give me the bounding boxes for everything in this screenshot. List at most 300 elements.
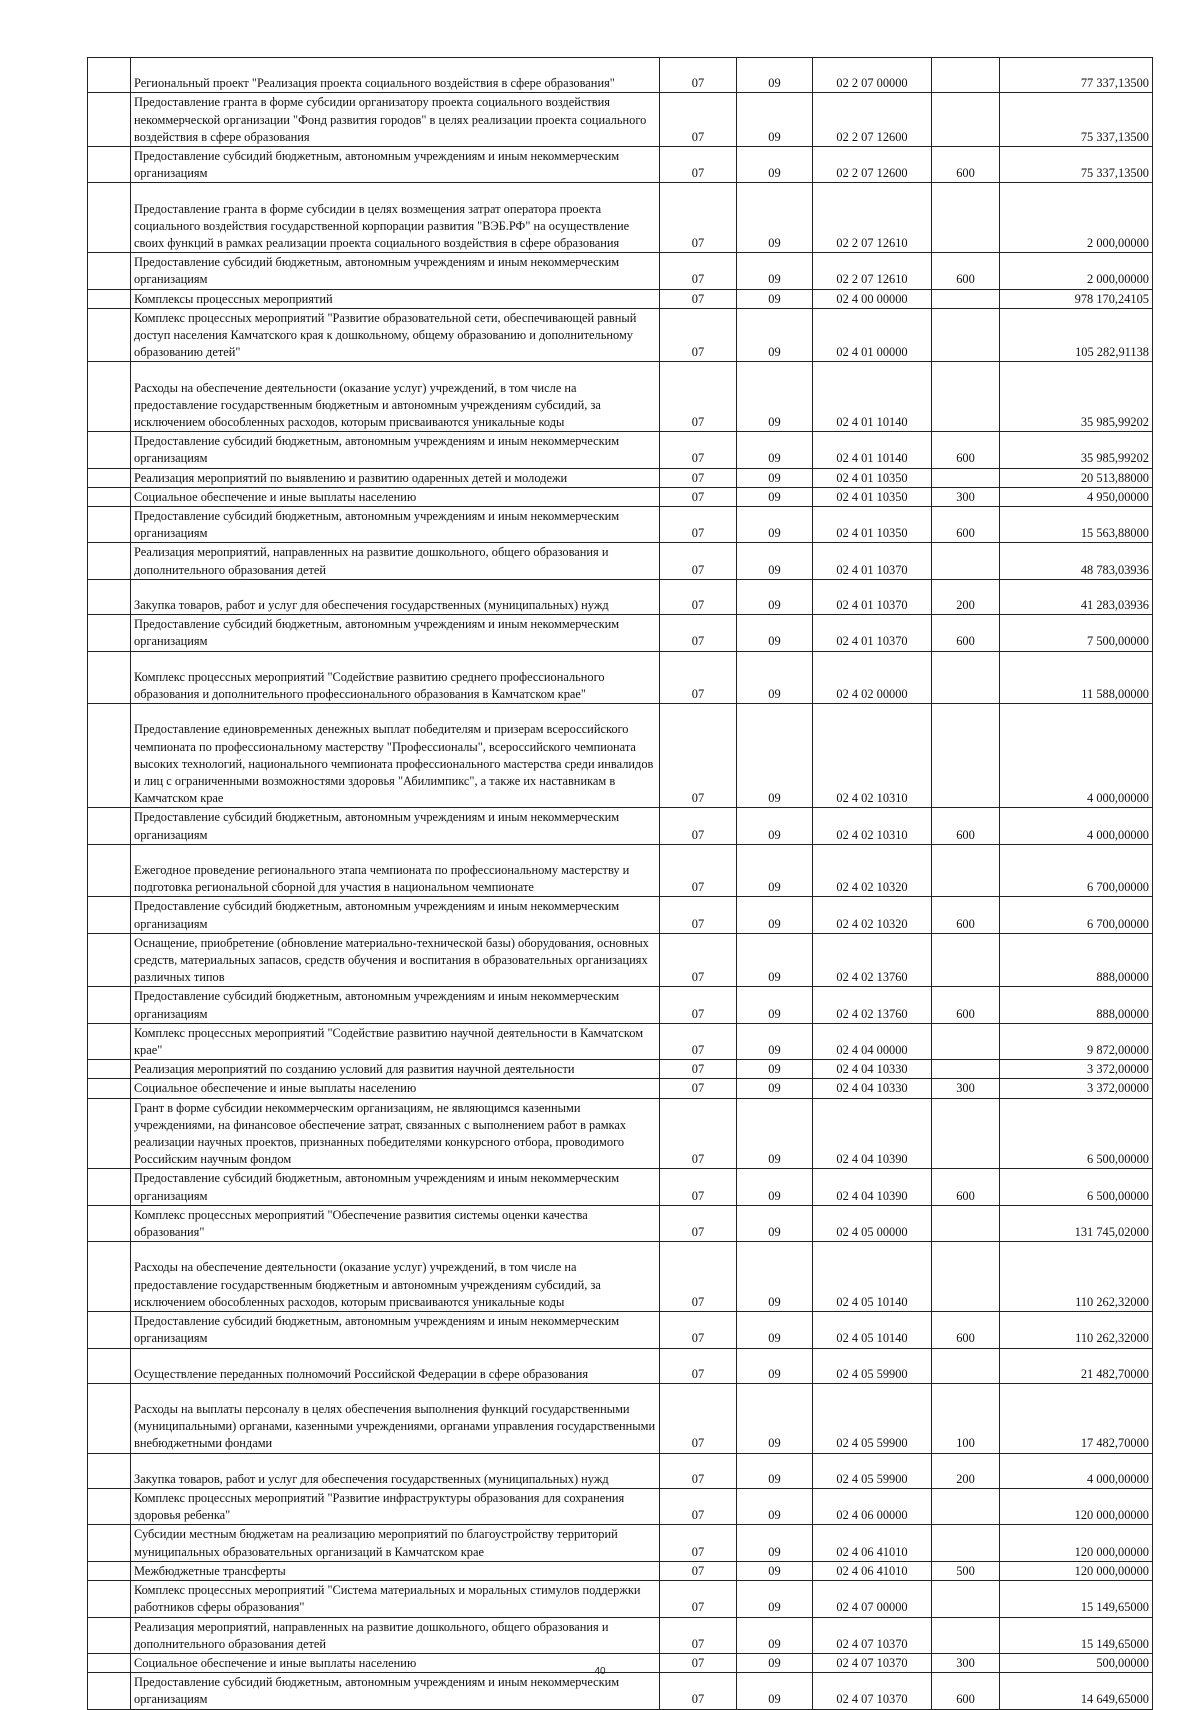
section-code-cell: 07 <box>660 507 737 543</box>
amount-cell: 888,00000 <box>1000 933 1153 987</box>
expense-name-text: Расходы на обеспечение деятельности (оказание услуг) учреждений, в том числе на предоставление государственным бюджетным и автономным учреждениям субсидий, за исключением обособленных расходов, которым присваиваются уникальные коды <box>134 1260 601 1309</box>
amount-cell: 978 170,24105 <box>1000 289 1153 308</box>
subsection-code-cell: 09 <box>737 808 813 844</box>
subsection-code-cell: 09 <box>737 468 813 487</box>
subsection-code-cell: 09 <box>737 615 813 651</box>
expense-name-cell <box>131 362 660 432</box>
amount-cell: 120 000,00000 <box>1000 1489 1153 1525</box>
amount-cell: 35 985,99202 <box>1000 432 1153 468</box>
section-code-cell: 07 <box>660 987 737 1023</box>
target-article-code-cell: 02 4 01 10350 <box>813 507 932 543</box>
section-code-cell: 07 <box>660 1169 737 1205</box>
target-article-code-cell: 02 4 04 10390 <box>813 1098 932 1169</box>
target-article-code-cell: 02 4 01 10140 <box>813 432 932 468</box>
expense-name-cell <box>131 1205 660 1241</box>
expense-name-text: Ежегодное проведение регионального этапа чемпионата по профессиональному мастерству и подготовка региональной сборной для участия в национальном чемпионате <box>134 863 630 895</box>
subsection-code-cell: 09 <box>737 1060 813 1079</box>
expense-name-text: Предоставление субсидий бюджетным, автономным учреждениям и иным некоммерческим организациям <box>134 899 620 931</box>
expense-name-text: Предоставление субсидий бюджетным, автономным учреждениям и иным некоммерческим организациям <box>134 1171 620 1203</box>
expense-name-text: Социальное обеспечение и иные выплаты населению <box>134 489 417 504</box>
target-article-code-cell: 02 4 07 10370 <box>813 1617 932 1653</box>
expense-type-code-cell: 600 <box>932 987 1000 1023</box>
expense-name-text: Расходы на обеспечение деятельности (оказание услуг) учреждений, в том числе на предоставление государственным бюджетным и автономным учреждениям субсидий, за исключением обособленных расходов, которым присваиваются уникальные коды <box>134 380 601 430</box>
margin-cell <box>88 1169 131 1205</box>
expense-type-code-cell: 600 <box>932 897 1000 933</box>
table-row <box>88 58 1153 93</box>
amount-cell: 3 372,00000 <box>1000 1060 1153 1079</box>
section-code-cell: 07 <box>660 933 737 987</box>
section-code-cell: 07 <box>660 289 737 308</box>
expense-name-cell <box>131 1561 660 1580</box>
margin-cell <box>88 897 131 933</box>
expense-type-code-cell: 600 <box>932 1673 1000 1709</box>
expense-name-text: Реализация мероприятий по выявлению и развитию одаренных детей и молодежи <box>134 470 568 485</box>
expense-type-code-cell <box>932 1060 1000 1079</box>
expense-name-text: Оснащение, приобретение (обновление материально-технической базы) оборудования, основных средств, материальных запасов, средств обучения и воспитания в образовательных организациях различных типов <box>134 935 649 985</box>
expense-name-cell <box>131 615 660 651</box>
amount-cell: 4 000,00000 <box>1000 1453 1153 1488</box>
expense-name-cell <box>131 253 660 289</box>
subsection-code-cell: 09 <box>737 897 813 933</box>
margin-cell <box>88 1489 131 1525</box>
section-code-cell: 07 <box>660 253 737 289</box>
subsection-code-cell: 09 <box>737 1312 813 1348</box>
expense-type-code-cell <box>932 1242 1000 1312</box>
subsection-code-cell: 09 <box>737 183 813 253</box>
expense-name-cell <box>131 579 660 614</box>
expense-name-text: Региональный проект "Реализация проекта социального воздействия в сфере образования" <box>134 76 615 91</box>
table-row <box>88 1060 1153 1079</box>
margin-cell <box>88 289 131 308</box>
target-article-code-cell: 02 4 07 10370 <box>813 1673 932 1709</box>
expense-type-code-cell <box>932 651 1000 704</box>
expense-type-code-cell <box>932 93 1000 147</box>
expense-type-code-cell: 200 <box>932 1453 1000 1488</box>
amount-cell: 15 149,65000 <box>1000 1617 1153 1653</box>
section-code-cell: 07 <box>660 468 737 487</box>
subsection-code-cell: 09 <box>737 1581 813 1617</box>
expense-name-text: Комплекс процессных мероприятий "Система материальных и моральных стимулов поддержки работников сферы образования" <box>134 1583 641 1615</box>
subsection-code-cell: 09 <box>737 432 813 468</box>
target-article-code-cell: 02 4 05 59900 <box>813 1383 932 1453</box>
margin-cell <box>88 1079 131 1098</box>
target-article-code-cell: 02 4 02 00000 <box>813 651 932 704</box>
subsection-code-cell: 09 <box>737 147 813 183</box>
subsection-code-cell: 09 <box>737 1617 813 1653</box>
expense-type-code-cell <box>932 1581 1000 1617</box>
table-row <box>88 1312 1153 1348</box>
expense-name-cell <box>131 704 660 808</box>
expense-type-code-cell <box>932 1617 1000 1653</box>
target-article-code-cell: 02 4 02 10310 <box>813 808 932 844</box>
target-article-code-cell: 02 4 02 13760 <box>813 933 932 987</box>
target-article-code-cell: 02 4 05 00000 <box>813 1205 932 1241</box>
amount-cell: 4 950,00000 <box>1000 487 1153 506</box>
expense-type-code-cell <box>932 543 1000 579</box>
target-article-code-cell: 02 4 04 00000 <box>813 1023 932 1059</box>
subsection-code-cell: 09 <box>737 1023 813 1059</box>
expense-name-text: Предоставление субсидий бюджетным, автономным учреждениям и иным некоммерческим организациям <box>134 1314 620 1346</box>
table-row <box>88 933 1153 987</box>
margin-cell <box>88 1023 131 1059</box>
margin-cell <box>88 1348 131 1383</box>
subsection-code-cell: 09 <box>737 1348 813 1383</box>
table-row <box>88 1525 1153 1561</box>
expense-name-text: Предоставление субсидий бюджетным, автономным учреждениям и иным некоммерческим организациям <box>134 434 620 466</box>
target-article-code-cell: 02 4 04 10330 <box>813 1060 932 1079</box>
expense-name-cell <box>131 468 660 487</box>
subsection-code-cell: 09 <box>737 1525 813 1561</box>
subsection-code-cell: 09 <box>737 289 813 308</box>
expense-name-cell <box>131 93 660 147</box>
target-article-code-cell: 02 4 02 10320 <box>813 844 932 897</box>
margin-cell <box>88 1205 131 1241</box>
table-row <box>88 1242 1153 1312</box>
expense-name-text: Комплекс процессных мероприятий "Содействие развитию среднего профессионального образования и дополнительного профессионального образования в Камчатском крае" <box>134 669 605 702</box>
margin-cell <box>88 704 131 808</box>
margin-cell <box>88 808 131 844</box>
subsection-code-cell: 09 <box>737 253 813 289</box>
expense-name-text: Закупка товаров, работ и услуг для обеспечения государственных (муниципальных) нужд <box>134 598 609 613</box>
section-code-cell: 07 <box>660 58 737 93</box>
expense-name-text: Социальное обеспечение и иные выплаты населению <box>134 1655 417 1670</box>
subsection-code-cell: 09 <box>737 1453 813 1488</box>
section-code-cell: 07 <box>660 432 737 468</box>
expense-name-text: Грант в форме субсидии некоммерческим организациям, не являющимся казенными учреждениями, на финансовое обеспечение затрат, связанных с выполнением работ в рамках реализации научных проектов, признанных победителями конкурсного отбора, проводимого Российским научным фондом <box>134 1100 627 1167</box>
table-row <box>88 1617 1153 1653</box>
expense-name-cell <box>131 487 660 506</box>
target-article-code-cell: 02 4 05 10140 <box>813 1242 932 1312</box>
amount-cell: 120 000,00000 <box>1000 1561 1153 1580</box>
table-row <box>88 1489 1153 1525</box>
target-article-code-cell: 02 4 01 10370 <box>813 543 932 579</box>
expense-name-text: Предоставление гранта в форме субсидии организатору проекта социального воздействия некоммерческой организации "Фонд развития городов" в целях реализации проекта социального воздействия в сфере образования <box>134 95 647 144</box>
amount-cell: 15 149,65000 <box>1000 1581 1153 1617</box>
subsection-code-cell: 09 <box>737 844 813 897</box>
table-row <box>88 579 1153 614</box>
target-article-code-cell: 02 4 00 00000 <box>813 289 932 308</box>
margin-cell <box>88 308 131 362</box>
subsection-code-cell: 09 <box>737 543 813 579</box>
subsection-code-cell: 09 <box>737 1242 813 1312</box>
table-row <box>88 651 1153 704</box>
section-code-cell: 07 <box>660 1581 737 1617</box>
expense-name-cell <box>131 1489 660 1525</box>
subsection-code-cell: 09 <box>737 987 813 1023</box>
margin-cell <box>88 579 131 614</box>
amount-cell: 2 000,00000 <box>1000 183 1153 253</box>
table-row <box>88 1453 1153 1488</box>
subsection-code-cell: 09 <box>737 1205 813 1241</box>
expense-name-text: Межбюджетные трансферты <box>134 1563 286 1578</box>
amount-cell: 105 282,91138 <box>1000 308 1153 362</box>
section-code-cell: 07 <box>660 615 737 651</box>
section-code-cell: 07 <box>660 844 737 897</box>
target-article-code-cell: 02 2 07 12610 <box>813 183 932 253</box>
target-article-code-cell: 02 4 02 13760 <box>813 987 932 1023</box>
amount-cell: 4 000,00000 <box>1000 704 1153 808</box>
section-code-cell: 07 <box>660 1617 737 1653</box>
subsection-code-cell: 09 <box>737 1673 813 1709</box>
expense-type-code-cell: 600 <box>932 253 1000 289</box>
expense-type-code-cell: 600 <box>932 147 1000 183</box>
section-code-cell: 07 <box>660 362 737 432</box>
subsection-code-cell: 09 <box>737 1079 813 1098</box>
expense-name-cell <box>131 1383 660 1453</box>
amount-cell: 9 872,00000 <box>1000 1023 1153 1059</box>
expense-name-text: Предоставление субсидий бюджетным, автономным учреждениям и иным некоммерческим организациям <box>134 255 620 287</box>
margin-cell <box>88 507 131 543</box>
expense-name-cell <box>131 1312 660 1348</box>
section-code-cell: 07 <box>660 704 737 808</box>
subsection-code-cell: 09 <box>737 487 813 506</box>
section-code-cell: 07 <box>660 93 737 147</box>
margin-cell <box>88 1060 131 1079</box>
expense-name-cell <box>131 1617 660 1653</box>
subsection-code-cell: 09 <box>737 362 813 432</box>
expense-name-cell <box>131 58 660 93</box>
expense-name-cell <box>131 897 660 933</box>
expense-name-cell <box>131 1169 660 1205</box>
table-row <box>88 308 1153 362</box>
expense-name-text: Комплекс процессных мероприятий "Развитие инфраструктуры образования для сохранения здоровья ребенка" <box>134 1491 625 1523</box>
section-code-cell: 07 <box>660 147 737 183</box>
section-code-cell: 07 <box>660 897 737 933</box>
amount-cell: 77 337,13500 <box>1000 58 1153 93</box>
target-article-code-cell: 02 4 02 10310 <box>813 704 932 808</box>
expense-type-code-cell: 300 <box>932 1653 1000 1672</box>
expense-name-text: Реализация мероприятий по созданию условий для развития научной деятельности <box>134 1062 575 1077</box>
margin-cell <box>88 1561 131 1580</box>
expense-name-text: Социальное обеспечение и иные выплаты населению <box>134 1081 417 1096</box>
table-row <box>88 362 1153 432</box>
expense-name-cell <box>131 1242 660 1312</box>
expense-name-text: Предоставление субсидий бюджетным, автономным учреждениям и иным некоммерческим организациям <box>134 617 620 649</box>
page-number: 40 <box>594 1666 606 1677</box>
table-row <box>88 289 1153 308</box>
subsection-code-cell: 09 <box>737 704 813 808</box>
expense-name-text: Предоставление субсидий бюджетным, автономным учреждениям и иным некоммерческим организациям <box>134 149 620 181</box>
section-code-cell: 07 <box>660 1453 737 1488</box>
expense-name-text: Комплекс процессных мероприятий "Содействие развитию научной деятельности в Камчатском крае" <box>134 1025 644 1058</box>
table-row <box>88 253 1153 289</box>
table-row <box>88 468 1153 487</box>
margin-cell <box>88 58 131 93</box>
table-row <box>88 897 1153 933</box>
expense-type-code-cell <box>932 704 1000 808</box>
expense-name-cell <box>131 1581 660 1617</box>
expense-name-cell <box>131 1673 660 1709</box>
margin-cell <box>88 1312 131 1348</box>
amount-cell: 888,00000 <box>1000 987 1153 1023</box>
table-row <box>88 1673 1153 1709</box>
section-code-cell: 07 <box>660 487 737 506</box>
margin-cell <box>88 844 131 897</box>
section-code-cell: 07 <box>660 1060 737 1079</box>
expense-type-code-cell: 600 <box>932 432 1000 468</box>
expense-name-text: Предоставление единовременных денежных выплат победителям и призерам всероссийского чемпионата по профессиональному мастерству "Профессионалы", всероссийского чемпионата высоких технологий, национального чемпионата профессионального мастерства среди инвалидов и лиц с ограниченными возможностями здоровья "Абилимпикс", а также их наставникам в Камчатском крае <box>134 722 654 806</box>
expense-name-cell <box>131 289 660 308</box>
expense-type-code-cell <box>932 1023 1000 1059</box>
expense-name-cell <box>131 1079 660 1098</box>
target-article-code-cell: 02 2 07 12610 <box>813 253 932 289</box>
amount-cell: 75 337,13500 <box>1000 93 1153 147</box>
amount-cell: 21 482,70000 <box>1000 1348 1153 1383</box>
expense-name-cell <box>131 933 660 987</box>
section-code-cell: 07 <box>660 1098 737 1169</box>
amount-cell: 20 513,88000 <box>1000 468 1153 487</box>
expense-type-code-cell: 600 <box>932 1312 1000 1348</box>
target-article-code-cell: 02 4 06 41010 <box>813 1561 932 1580</box>
expense-type-code-cell <box>932 1525 1000 1561</box>
margin-cell <box>88 615 131 651</box>
expense-name-text: Реализация мероприятий, направленных на развитие дошкольного, общего образования и дополнительного образования детей <box>134 545 609 577</box>
expense-type-code-cell: 600 <box>932 1169 1000 1205</box>
expense-name-cell <box>131 1023 660 1059</box>
amount-cell: 14 649,65000 <box>1000 1673 1153 1709</box>
expense-type-code-cell <box>932 468 1000 487</box>
expense-name-text: Предоставление гранта в форме субсидии в целях возмещения затрат оператора проекта социального воздействия государственной корпорации развития "ВЭБ.РФ" на осуществление своих функций в рамках реализации проекта социального воздействия в сфере образования <box>134 201 630 250</box>
section-code-cell: 07 <box>660 1489 737 1525</box>
target-article-code-cell: 02 2 07 12600 <box>813 147 932 183</box>
expense-type-code-cell <box>932 289 1000 308</box>
expense-name-cell <box>131 844 660 897</box>
expense-type-code-cell: 300 <box>932 487 1000 506</box>
expense-name-text: Осуществление переданных полномочий Российской Федерации в сфере образования <box>134 1366 589 1381</box>
table-row <box>88 432 1153 468</box>
table-row <box>88 1383 1153 1453</box>
subsection-code-cell: 09 <box>737 58 813 93</box>
section-code-cell: 07 <box>660 1079 737 1098</box>
amount-cell: 110 262,32000 <box>1000 1242 1153 1312</box>
target-article-code-cell: 02 4 06 00000 <box>813 1489 932 1525</box>
expense-name-cell <box>131 507 660 543</box>
amount-cell: 35 985,99202 <box>1000 362 1153 432</box>
amount-cell: 7 500,00000 <box>1000 615 1153 651</box>
target-article-code-cell: 02 2 07 00000 <box>813 58 932 93</box>
amount-cell: 17 482,70000 <box>1000 1383 1153 1453</box>
amount-cell: 500,00000 <box>1000 1653 1153 1672</box>
expense-name-cell <box>131 183 660 253</box>
margin-cell <box>88 432 131 468</box>
expense-type-code-cell <box>932 308 1000 362</box>
target-article-code-cell: 02 4 07 00000 <box>813 1581 932 1617</box>
section-code-cell: 07 <box>660 1525 737 1561</box>
section-code-cell: 07 <box>660 183 737 253</box>
table-row <box>88 183 1153 253</box>
expense-name-text: Расходы на выплаты персоналу в целях обеспечения выполнения функций государственными (муниципальными) органами, казенными учреждениями, органами управления государственными внебюджетными фондами <box>134 1402 656 1451</box>
section-code-cell: 07 <box>660 308 737 362</box>
margin-cell <box>88 183 131 253</box>
target-article-code-cell: 02 4 04 10330 <box>813 1079 932 1098</box>
expense-type-code-cell: 600 <box>932 615 1000 651</box>
section-code-cell: 07 <box>660 1673 737 1709</box>
section-code-cell: 07 <box>660 651 737 704</box>
expense-name-cell <box>131 1453 660 1488</box>
expense-name-cell <box>131 1525 660 1561</box>
margin-cell <box>88 147 131 183</box>
table-row <box>88 704 1153 808</box>
expense-type-code-cell <box>932 1348 1000 1383</box>
target-article-code-cell: 02 4 04 10390 <box>813 1169 932 1205</box>
target-article-code-cell: 02 4 01 10370 <box>813 579 932 614</box>
amount-cell: 75 337,13500 <box>1000 147 1153 183</box>
margin-cell <box>88 543 131 579</box>
table-row <box>88 844 1153 897</box>
amount-cell: 6 500,00000 <box>1000 1169 1153 1205</box>
target-article-code-cell: 02 4 06 41010 <box>813 1525 932 1561</box>
table-row <box>88 93 1153 147</box>
expense-name-text: Реализация мероприятий, направленных на развитие дошкольного, общего образования и дополнительного образования детей <box>134 1619 609 1651</box>
expense-type-code-cell <box>932 844 1000 897</box>
margin-cell <box>88 1383 131 1453</box>
subsection-code-cell: 09 <box>737 308 813 362</box>
expense-name-cell <box>131 987 660 1023</box>
expense-name-text: Комплексы процессных мероприятий <box>134 291 333 306</box>
expense-name-text: Предоставление субсидий бюджетным, автономным учреждениям и иным некоммерческим организациям <box>134 810 620 842</box>
subsection-code-cell: 09 <box>737 1098 813 1169</box>
target-article-code-cell: 02 4 05 59900 <box>813 1348 932 1383</box>
expense-name-text: Закупка товаров, работ и услуг для обеспечения государственных (муниципальных) нужд <box>134 1471 609 1486</box>
target-article-code-cell: 02 2 07 12600 <box>813 93 932 147</box>
expense-type-code-cell <box>932 183 1000 253</box>
table-body <box>88 58 1153 1710</box>
expense-type-code-cell <box>932 362 1000 432</box>
amount-cell: 110 262,32000 <box>1000 1312 1153 1348</box>
amount-cell: 41 283,03936 <box>1000 579 1153 614</box>
margin-cell <box>88 487 131 506</box>
target-article-code-cell: 02 4 05 59900 <box>813 1453 932 1488</box>
margin-cell <box>88 1617 131 1653</box>
expense-name-text: Комплекс процессных мероприятий "Обеспечение развития системы оценки качества образования" <box>134 1207 588 1240</box>
amount-cell: 15 563,88000 <box>1000 507 1153 543</box>
margin-cell <box>88 987 131 1023</box>
expense-type-code-cell: 600 <box>932 507 1000 543</box>
margin-cell <box>88 1098 131 1169</box>
table-row <box>88 1205 1153 1241</box>
expense-name-text: Предоставление субсидий бюджетным, автономным учреждениям и иным некоммерческим организациям <box>134 989 620 1021</box>
margin-cell <box>88 651 131 704</box>
subsection-code-cell: 09 <box>737 651 813 704</box>
expense-type-code-cell: 200 <box>932 579 1000 614</box>
expense-name-text: Предоставление субсидий бюджетным, автономным учреждениям и иным некоммерческим организациям <box>134 1675 620 1707</box>
table-row <box>88 1023 1153 1059</box>
margin-cell <box>88 933 131 987</box>
amount-cell: 11 588,00000 <box>1000 651 1153 704</box>
subsection-code-cell: 09 <box>737 933 813 987</box>
table-row <box>88 1348 1153 1383</box>
amount-cell: 3 372,00000 <box>1000 1079 1153 1098</box>
subsection-code-cell: 09 <box>737 507 813 543</box>
target-article-code-cell: 02 4 02 10320 <box>813 897 932 933</box>
amount-cell: 48 783,03936 <box>1000 543 1153 579</box>
margin-cell <box>88 1242 131 1312</box>
target-article-code-cell: 02 4 01 10350 <box>813 487 932 506</box>
amount-cell: 4 000,00000 <box>1000 808 1153 844</box>
expense-name-text: Комплекс процессных мероприятий "Развитие образовательной сети, обеспечивающей равный доступ населения Камчатского края к дошкольному, общему образованию и дополнительному образованию детей" <box>134 310 637 360</box>
amount-cell: 2 000,00000 <box>1000 253 1153 289</box>
section-code-cell: 07 <box>660 808 737 844</box>
expense-name-cell <box>131 1098 660 1169</box>
expense-type-code-cell: 300 <box>932 1079 1000 1098</box>
expense-name-text: Субсидии местным бюджетам на реализацию мероприятий по благоустройству территорий муниципальных образовательных организаций в Камчатском крае <box>134 1527 618 1559</box>
table-row <box>88 487 1153 506</box>
subsection-code-cell: 09 <box>737 1561 813 1580</box>
margin-cell <box>88 468 131 487</box>
expense-type-code-cell <box>932 1098 1000 1169</box>
expense-name-text: Предоставление субсидий бюджетным, автономным учреждениям и иным некоммерческим организациям <box>134 509 620 541</box>
expense-name-cell <box>131 1060 660 1079</box>
